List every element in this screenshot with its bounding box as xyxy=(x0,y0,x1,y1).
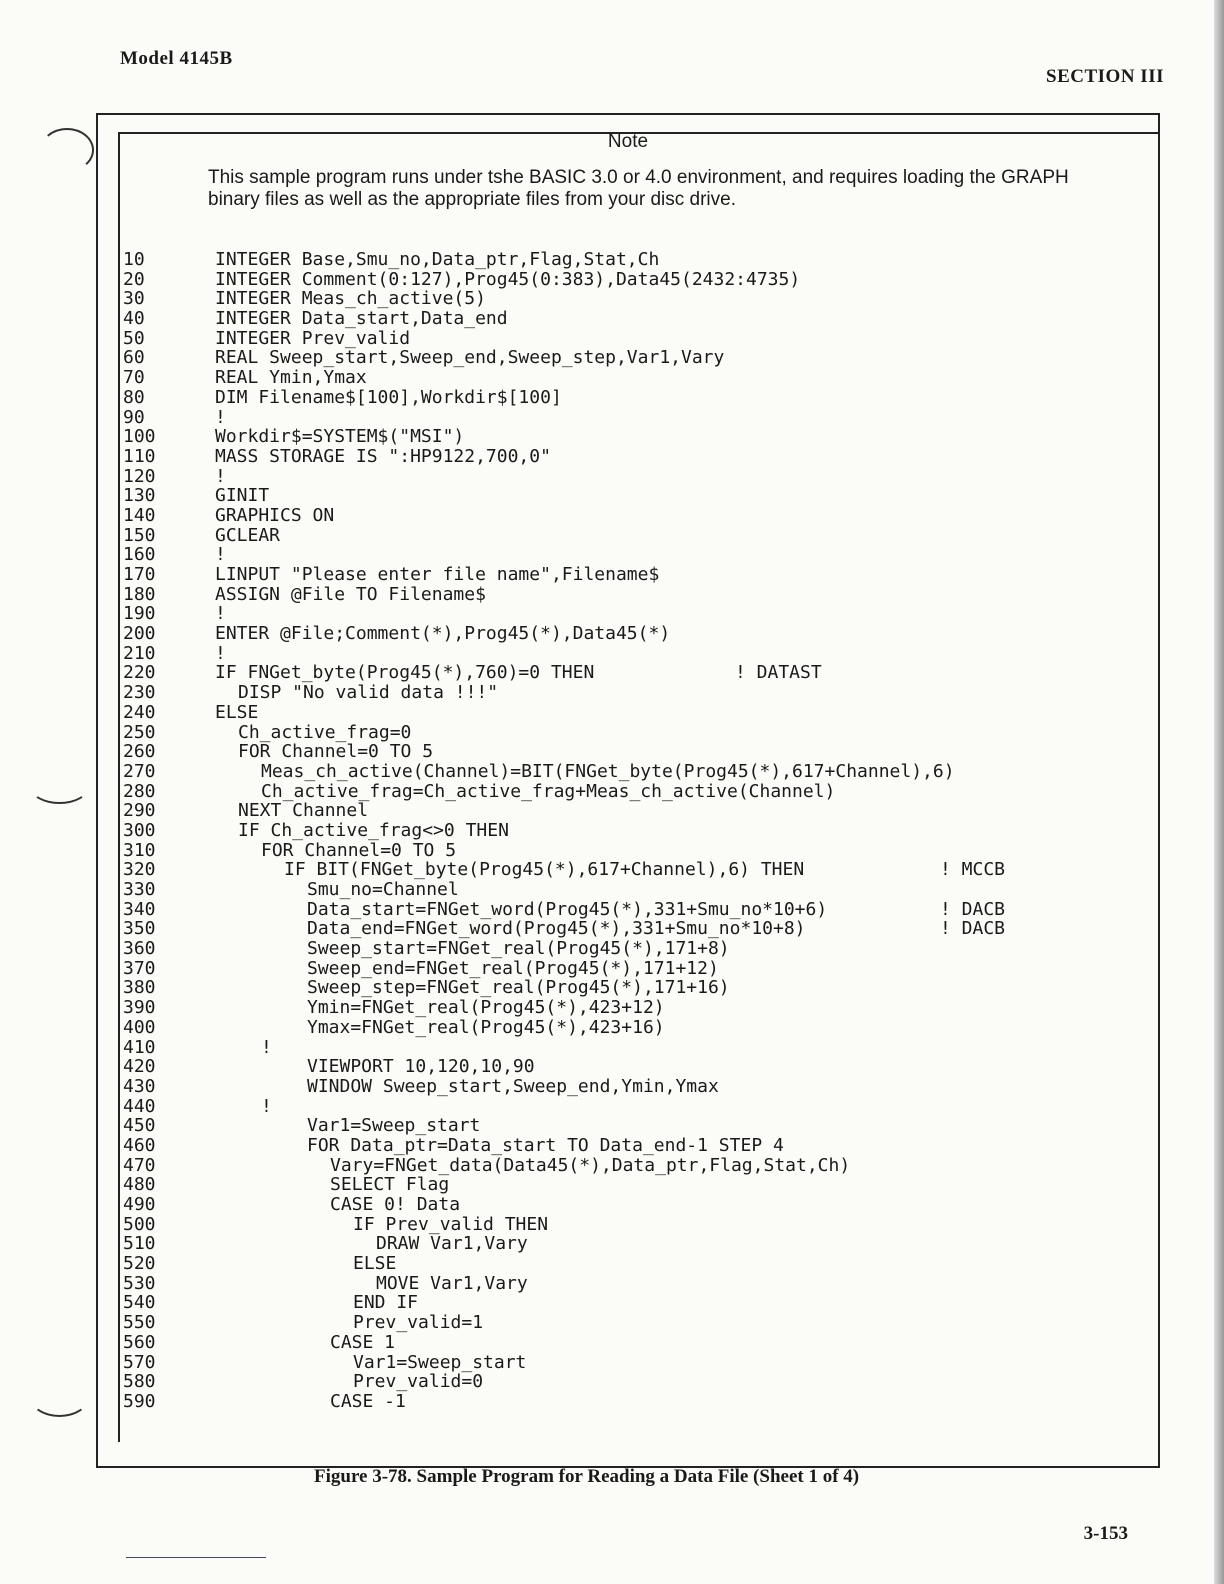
code-text: ! xyxy=(215,603,226,625)
code-text: INTEGER Base,Smu_no,Data_ptr,Flag,Stat,Ch xyxy=(215,249,660,270)
line-number: 520 xyxy=(123,1253,156,1275)
code-text: Sweep_end=FNGet_real(Prog45(*),171+12) xyxy=(307,957,719,979)
line-number: 10 xyxy=(123,249,145,270)
line-number: 500 xyxy=(123,1213,156,1235)
listing-line xyxy=(123,957,719,979)
listing-line xyxy=(123,1056,535,1078)
line-number: 320 xyxy=(123,859,156,881)
page-number: 3-153 xyxy=(1083,1523,1128,1544)
program-listing xyxy=(123,249,1006,1412)
line-number: 570 xyxy=(123,1351,156,1373)
listing-line xyxy=(123,308,508,330)
line-number: 70 xyxy=(123,367,145,389)
binder-hole-mark xyxy=(30,1378,89,1417)
line-number: 380 xyxy=(123,977,156,999)
code-text: Ch_active_frag=Ch_active_frag+Meas_ch_active(Channel) xyxy=(261,780,836,802)
line-number: 50 xyxy=(123,327,145,349)
code-text: REAL Sweep_start,Sweep_end,Sweep_step,Var1,Vary xyxy=(215,347,725,369)
line-number: 590 xyxy=(123,1390,156,1412)
code-text: INTEGER Meas_ch_active(5) xyxy=(215,288,486,310)
code-text: NEXT Channel xyxy=(238,800,369,822)
listing-line xyxy=(123,839,457,861)
listing-line xyxy=(123,1371,484,1393)
code-text: DRAW Var1,Vary xyxy=(376,1233,528,1255)
listing-line xyxy=(123,268,801,290)
footer-rule xyxy=(126,1557,266,1558)
code-text: INTEGER Prev_valid xyxy=(215,327,411,349)
line-number: 90 xyxy=(123,406,145,428)
listing-line xyxy=(123,1016,665,1038)
listing-line xyxy=(123,682,499,704)
code-text: VIEWPORT 10,120,10,90 xyxy=(307,1056,535,1078)
code-text: CASE 1 xyxy=(330,1331,396,1353)
line-number: 100 xyxy=(123,426,156,448)
listing-line xyxy=(123,1312,484,1334)
line-number: 450 xyxy=(123,1115,156,1137)
line-number: 540 xyxy=(123,1292,156,1314)
line-number: 290 xyxy=(123,800,156,822)
line-number: 40 xyxy=(123,308,145,330)
line-number: 200 xyxy=(123,623,156,645)
note-body: This sample program runs under tshe BASIC 3.0 or 4.0 environment, and requires loading the GRAPH binary files as well as the appropriate files from your disc drive. xyxy=(208,167,1069,210)
code-text: SELECT Flag xyxy=(330,1174,450,1196)
code-text: Vary=FNGet_data(Data45(*),Data_ptr,Flag,Stat,Ch) xyxy=(330,1154,851,1176)
line-number: 220 xyxy=(123,662,156,684)
code-text: FOR Data_ptr=Data_start TO Data_end-1 STEP 4 xyxy=(307,1134,784,1156)
line-number: 470 xyxy=(123,1154,156,1176)
line-number: 110 xyxy=(123,445,156,467)
code-comment: ! DATAST xyxy=(735,662,822,684)
line-number: 440 xyxy=(123,1095,156,1117)
listing-line xyxy=(123,800,369,822)
line-number: 550 xyxy=(123,1312,156,1334)
line-number: 60 xyxy=(123,347,145,369)
listing-line xyxy=(123,583,486,605)
code-comment: ! DACB xyxy=(940,918,1006,940)
code-text: Data_start=FNGet_word(Prog45(*),331+Smu_no*10+6) xyxy=(307,898,828,920)
section-label: SECTION III xyxy=(1046,66,1164,87)
listing-line xyxy=(123,662,822,684)
line-number: 170 xyxy=(123,564,156,585)
code-text: ! xyxy=(215,544,226,566)
code-text: Data_end=FNGet_word(Prog45(*),331+Smu_no*10+8) xyxy=(307,918,806,940)
listing-line xyxy=(123,327,411,349)
listing-line xyxy=(123,1292,419,1314)
line-number: 580 xyxy=(123,1371,156,1393)
line-number: 30 xyxy=(123,288,145,310)
code-text: IF Ch_active_frag<>0 THEN xyxy=(238,819,509,841)
code-text: FOR Channel=0 TO 5 xyxy=(261,839,457,861)
line-number: 140 xyxy=(123,504,156,526)
line-number: 270 xyxy=(123,760,156,782)
line-number: 310 xyxy=(123,839,156,861)
listing-line xyxy=(123,1075,719,1097)
listing-line xyxy=(123,918,1006,940)
line-number: 300 xyxy=(123,819,156,841)
code-text: Ymax=FNGet_real(Prog45(*),423+16) xyxy=(307,1016,665,1038)
model-label: Model 4145B xyxy=(120,48,233,69)
listing-line xyxy=(123,1233,528,1255)
line-number: 150 xyxy=(123,524,156,546)
code-text: Prev_valid=1 xyxy=(353,1312,484,1334)
code-text: ! xyxy=(215,642,226,664)
code-text: ! xyxy=(215,465,226,487)
code-text: ELSE xyxy=(215,701,259,723)
code-text: Sweep_start=FNGet_real(Prog45(*),171+8) xyxy=(307,938,730,960)
code-text: INTEGER Comment(0:127),Prog45(0:383),Data45(2432:4735) xyxy=(215,268,801,290)
line-number: 80 xyxy=(123,386,145,408)
code-text: FOR Channel=0 TO 5 xyxy=(238,741,434,763)
listing-line xyxy=(123,1272,528,1294)
line-number: 400 xyxy=(123,1016,156,1038)
listing-line xyxy=(123,524,281,546)
code-text: ! xyxy=(261,1036,272,1058)
listing-line xyxy=(123,426,465,448)
code-text: ENTER @File;Comment(*),Prog45(*),Data45(*) xyxy=(215,623,671,645)
line-number: 420 xyxy=(123,1056,156,1078)
code-text: Ch_active_frag=0 xyxy=(238,721,412,743)
scan-edge xyxy=(1214,0,1224,1584)
line-number: 250 xyxy=(123,721,156,743)
listing-line xyxy=(123,1213,549,1235)
code-text: Workdir$=SYSTEM$("MSI") xyxy=(215,426,465,448)
code-text: Prev_valid=0 xyxy=(353,1371,484,1393)
note-title: Note xyxy=(607,131,649,152)
listing-line xyxy=(123,288,486,310)
binder-hole-mark xyxy=(30,770,89,804)
listing-line xyxy=(123,760,955,782)
line-number: 360 xyxy=(123,938,156,960)
code-text: GCLEAR xyxy=(215,524,281,546)
code-text: IF FNGet_byte(Prog45(*),760)=0 THEN xyxy=(215,662,595,684)
code-text: LINPUT "Please enter file name",Filename$ xyxy=(215,564,660,585)
listing-line xyxy=(123,603,226,625)
code-text: Smu_no=Channel xyxy=(307,879,459,900)
listing-line xyxy=(123,898,1006,920)
listing-line xyxy=(123,859,1006,881)
code-text: Var1=Sweep_start xyxy=(307,1115,481,1137)
code-text: REAL Ymin,Ymax xyxy=(215,367,367,389)
line-number: 160 xyxy=(123,544,156,566)
listing-line xyxy=(123,938,730,960)
code-text: ! xyxy=(261,1095,272,1117)
line-number: 280 xyxy=(123,780,156,802)
code-text: Sweep_step=FNGet_real(Prog45(*),171+16) xyxy=(307,977,730,999)
line-number: 130 xyxy=(123,485,156,507)
code-text: DIM Filename$[100],Workdir$[100] xyxy=(215,386,562,408)
listing-line xyxy=(123,1115,481,1137)
listing-line xyxy=(123,1134,784,1156)
listing-line xyxy=(123,1036,272,1058)
line-number: 490 xyxy=(123,1194,156,1215)
code-text: GRAPHICS ON xyxy=(215,504,335,526)
listing-line xyxy=(123,741,434,763)
code-text: ! xyxy=(215,406,226,428)
listing-line xyxy=(123,642,226,664)
line-number: 210 xyxy=(123,642,156,664)
listing-line xyxy=(123,386,562,408)
listing-line xyxy=(123,1154,851,1176)
code-text: IF BIT(FNGet_byte(Prog45(*),617+Channel),6) THEN xyxy=(284,859,805,881)
line-number: 460 xyxy=(123,1134,156,1156)
code-text: Ymin=FNGet_real(Prog45(*),423+12) xyxy=(307,997,665,1019)
listing-line xyxy=(123,879,459,900)
code-text: CASE -1 xyxy=(330,1390,406,1412)
code-text: END IF xyxy=(353,1292,419,1314)
line-number: 240 xyxy=(123,701,156,723)
line-number: 350 xyxy=(123,918,156,940)
binder-hole-mark xyxy=(40,128,94,172)
line-number: 560 xyxy=(123,1331,156,1353)
line-number: 510 xyxy=(123,1233,156,1255)
line-number: 330 xyxy=(123,879,156,900)
code-text: CASE 0! Data xyxy=(330,1194,461,1215)
listing-line xyxy=(123,406,226,428)
code-text: WINDOW Sweep_start,Sweep_end,Ymin,Ymax xyxy=(307,1075,719,1097)
listing-line xyxy=(123,564,660,585)
line-number: 410 xyxy=(123,1036,156,1058)
listing-line xyxy=(123,544,226,566)
listing-line xyxy=(123,445,551,467)
line-number: 480 xyxy=(123,1174,156,1196)
code-text: ASSIGN @File TO Filename$ xyxy=(215,583,486,605)
line-number: 180 xyxy=(123,583,156,605)
line-number: 340 xyxy=(123,898,156,920)
line-number: 190 xyxy=(123,603,156,625)
listing-line xyxy=(123,1351,527,1373)
code-text: GINIT xyxy=(215,485,270,507)
listing-line xyxy=(123,819,509,841)
code-comment: ! DACB xyxy=(940,898,1006,920)
listing-line xyxy=(123,1253,397,1275)
listing-line xyxy=(123,347,725,369)
listing-line xyxy=(123,367,367,389)
code-text: ELSE xyxy=(353,1253,397,1275)
figure-caption: Figure 3-78. Sample Program for Reading a Data File (Sheet 1 of 4) xyxy=(314,1466,860,1487)
line-number: 530 xyxy=(123,1272,156,1294)
code-text: Meas_ch_active(Channel)=BIT(FNGet_byte(Prog45(*),617+Channel),6) xyxy=(261,760,955,782)
listing-line xyxy=(123,504,335,526)
line-number: 20 xyxy=(123,268,145,290)
listing-line xyxy=(123,977,730,999)
code-text: DISP "No valid data !!!" xyxy=(238,682,499,704)
code-text: IF Prev_valid THEN xyxy=(353,1213,549,1235)
listing-line xyxy=(123,701,259,723)
listing-line xyxy=(123,1174,450,1196)
line-number: 370 xyxy=(123,957,156,979)
line-number: 260 xyxy=(123,741,156,763)
code-comment: ! MCCB xyxy=(940,859,1006,881)
listing-line xyxy=(123,1331,396,1353)
listing-line xyxy=(123,623,671,645)
listing-line xyxy=(123,1095,272,1117)
listing-line xyxy=(123,249,660,270)
listing-line xyxy=(123,485,270,507)
code-text: MASS STORAGE IS ":HP9122,700,0" xyxy=(215,445,551,467)
line-number: 430 xyxy=(123,1075,156,1097)
listing-line xyxy=(123,1390,406,1412)
listing-line xyxy=(123,721,412,743)
line-number: 390 xyxy=(123,997,156,1019)
code-text: Var1=Sweep_start xyxy=(353,1351,527,1373)
code-text: MOVE Var1,Vary xyxy=(376,1272,528,1294)
line-number: 120 xyxy=(123,465,156,487)
listing-line xyxy=(123,1194,461,1215)
listing-line xyxy=(123,780,836,802)
listing-line xyxy=(123,465,226,487)
code-text: INTEGER Data_start,Data_end xyxy=(215,308,508,330)
listing-line xyxy=(123,997,665,1019)
line-number: 230 xyxy=(123,682,156,704)
